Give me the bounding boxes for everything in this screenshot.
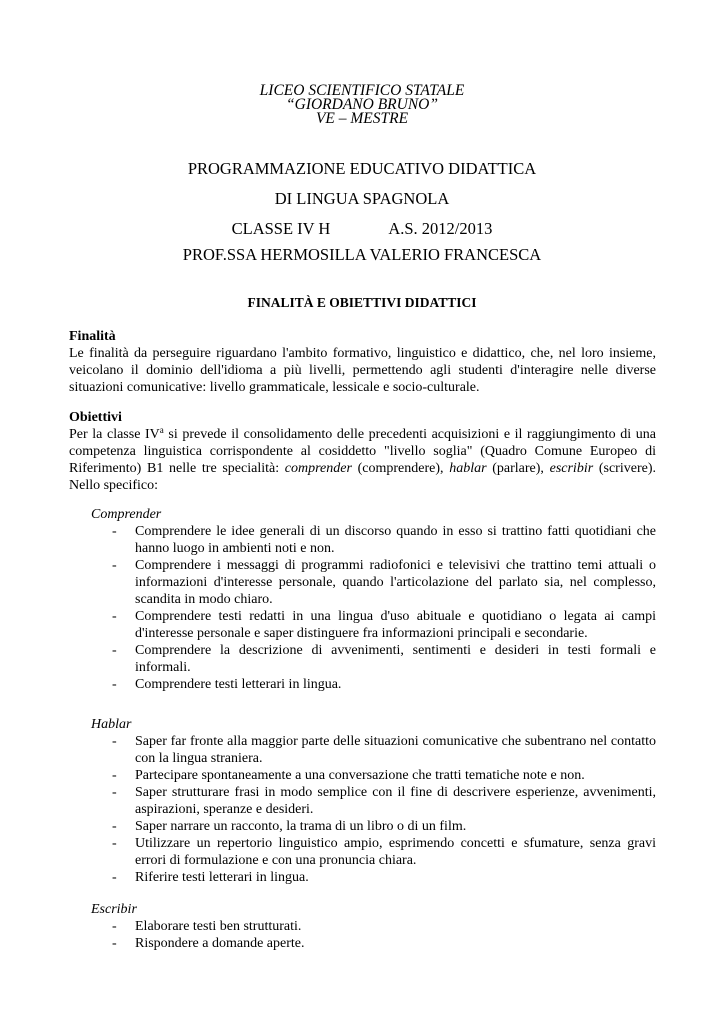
section-title: FINALITÀ E OBIETTIVI DIDATTICI	[247, 295, 477, 310]
list-item-text: Rispondere a domande aperte.	[135, 936, 305, 951]
term-hablar: hablar	[449, 461, 487, 476]
bullet-dash: -	[112, 734, 117, 749]
finalita-heading: Finalità	[69, 329, 116, 344]
list-item	[112, 818, 656, 835]
bullet-dash: -	[112, 785, 117, 800]
finalita-text: Le finalità da perseguire riguardano l'ambito formativo, linguistico e didattico, che, nel loro insieme, veicolano il dominio dell'idioma a più livelli, permettendo agli studenti d'interagire nelle diverse situazioni comunicative: livello grammaticale, lessicale e socio-culturale.	[69, 346, 656, 395]
list-item-text: Partecipare spontaneamente a una conversazione che tratti tematiche note e non.	[135, 768, 585, 783]
list-item	[112, 869, 656, 886]
list-item	[112, 767, 656, 784]
list-item	[112, 784, 656, 818]
bullet-dash: -	[112, 643, 117, 658]
bullet-dash: -	[112, 936, 117, 951]
list-item-text: Elaborare testi ben strutturati.	[135, 919, 302, 934]
program-title: PROGRAMMAZIONE EDUCATIVO DIDATTICA	[187, 159, 537, 178]
obiettivi-heading: Obiettivi	[69, 410, 122, 425]
obiettivi-text-b: si prevede il consolidamento delle precedenti acquisizioni e il raggiungimento di una competenza linguistica corrispondente al cosiddetto "livello soglia" (Quadro Comune Europeo di Riferimento) B1 nelle tre specialità:	[69, 427, 656, 476]
list-item	[112, 935, 656, 952]
bullet-dash: -	[112, 870, 117, 885]
list-item	[112, 557, 656, 608]
list-item-text: Saper far fronte alla maggior parte delle situazioni comunicative che subentrano nel contatto con la lingua straniera.	[135, 734, 656, 766]
obiettivi-text-a: Per la classe IV	[69, 427, 160, 442]
list-item-text: Comprendere i messaggi di programmi radiofonici e televisivi che trattino temi attuali o informazioni d'interesse personale, quando l'articolazione del parlato sia, nel complesso, scandita in modo chiaro.	[135, 558, 656, 607]
list-item-text: Utilizzare un repertorio linguistico ampio, esprimendo concetti e sfumature, senza gravi errori di formulazione e con una pronuncia chiara.	[135, 836, 656, 868]
list-item	[112, 835, 656, 869]
list-item	[112, 523, 656, 557]
bullet-dash: -	[112, 819, 117, 834]
list-item-text: Saper strutturare frasi in modo semplice con il fine di descrivere esperienze, avvenimenti, aspirazioni, speranze e desideri.	[135, 785, 656, 817]
term-escribir: escribir	[549, 461, 594, 476]
escribir-list	[112, 918, 656, 952]
list-item	[112, 733, 656, 767]
list-item-text: Comprendere testi letterari in lingua.	[135, 677, 342, 692]
ordinal-superscript: a	[159, 425, 164, 435]
term-comprender: comprender	[284, 461, 352, 476]
bullet-dash: -	[112, 836, 117, 851]
obiettivi-text-e: (scrivere). Nello specifico:	[69, 461, 656, 493]
list-item-text: Comprendere testi redatti in una lingua d'uso abituale e quotidiano o legata ai campi d'interesse personale e saper distinguere fra informazioni principali e secondarie.	[135, 609, 656, 641]
list-item	[112, 642, 656, 676]
bullet-dash: -	[112, 524, 117, 539]
list-item-text: Comprendere la descrizione di avvenimenti, sentimenti e desideri in testi formali e informali.	[135, 643, 656, 675]
school-year: A.S. 2012/2013	[388, 219, 493, 238]
list-item	[112, 918, 656, 935]
list-item	[112, 676, 656, 693]
obiettivi-text-d: (parlare),	[486, 461, 550, 476]
list-item	[112, 608, 656, 642]
obiettivi-text-c: (comprendere),	[351, 461, 450, 476]
hablar-heading: Hablar	[91, 717, 132, 732]
bullet-dash: -	[112, 558, 117, 573]
obiettivi-section	[69, 409, 656, 494]
comprender-list	[112, 523, 656, 693]
school-line-1: LICEO SCIENTIFICO STATALE	[259, 82, 465, 99]
bullet-dash: -	[112, 609, 117, 624]
bullet-dash: -	[112, 768, 117, 783]
hablar-list	[112, 733, 656, 886]
list-item-text: Riferire testi letterari in lingua.	[135, 870, 309, 885]
school-line-3: VE – MESTRE	[315, 110, 409, 127]
list-item-text: Saper narrare un racconto, la trama di un libro o di un film.	[135, 819, 467, 834]
professor-name: PROF.SSA HERMOSILLA VALERIO FRANCESCA	[182, 245, 542, 264]
class-year-row	[0, 219, 724, 239]
school-line-2: “GIORDANO BRUNO”	[286, 96, 438, 113]
list-item-text: Comprendere le idee generali di un discorso quando in esso si trattino fatti quotidiani che hanno luogo in ambienti noti e non.	[135, 524, 656, 556]
program-subject: DI LINGUA SPAGNOLA	[274, 189, 450, 208]
school-name	[0, 84, 724, 126]
escribir-heading: Escribir	[91, 902, 137, 917]
comprender-heading: Comprender	[91, 507, 162, 522]
finalita-section	[69, 328, 656, 396]
obiettivi-text	[69, 426, 656, 494]
bullet-dash: -	[112, 677, 117, 692]
bullet-dash: -	[112, 919, 117, 934]
class-label: CLASSE IV H	[231, 219, 331, 238]
